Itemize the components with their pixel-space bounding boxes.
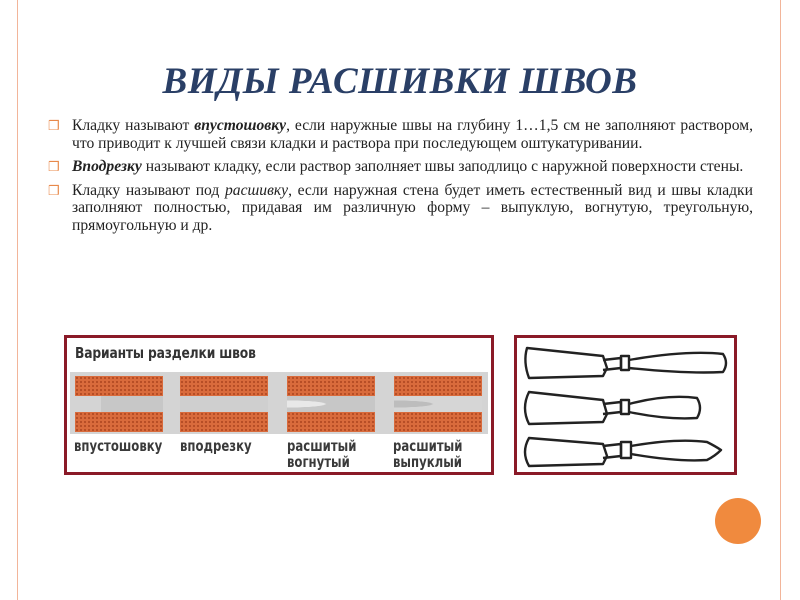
slide-title: ВИДЫ РАСШИВКИ ШВОВ bbox=[162, 61, 638, 102]
paragraph-text: , если наружные швы на глубину 1…1,5 см не заполняют раствором, что приводит к лучшей связи кладки и раствора при последующем оштукатуривании. bbox=[72, 117, 753, 152]
paragraph-text: , если наружная стена будет иметь естественный вид и швы кладки заполняют полностью, придавая им различную форму – выпуклую, вогнутую, треугольную, прямоугольную и др. bbox=[72, 181, 753, 234]
jointing-tools-icon bbox=[517, 338, 734, 472]
jointing-tools-figure bbox=[514, 335, 737, 475]
paragraph-text: Кладку называют bbox=[72, 117, 195, 134]
brick-sample-convex bbox=[394, 376, 482, 432]
caption-concave: расшитый вогнутый bbox=[287, 437, 357, 471]
paragraph-text: Кладку называют под bbox=[72, 181, 225, 199]
bullet-list bbox=[48, 117, 753, 239]
brick-sample-vpustoshovku bbox=[75, 376, 163, 432]
bullet-paragraph-2 bbox=[48, 158, 753, 176]
term-vpustoshovku: впустошовку bbox=[194, 117, 287, 134]
bullet-paragraph-3 bbox=[48, 182, 753, 235]
bullet-paragraph-1 bbox=[48, 117, 753, 152]
decorative-orange-circle bbox=[715, 498, 761, 544]
paragraph-text: называют кладку, если раствор заполняет швы заподлицо с наружной поверхности стены. bbox=[141, 158, 744, 176]
caption-vpodrezku: вподрезку bbox=[180, 437, 252, 455]
brick-sample-vpodrezku bbox=[180, 376, 268, 432]
term-rasshivku: расшивку bbox=[224, 181, 289, 199]
bullet-icon: ❒ bbox=[48, 118, 60, 133]
joint-variants-figure bbox=[64, 335, 494, 475]
term-vpodrezku: Вподрезку bbox=[72, 158, 142, 176]
brick-sample-concave bbox=[287, 376, 375, 432]
caption-convex: расшитый выпуклый bbox=[393, 437, 463, 471]
caption-vpustoshovku: впустошовку bbox=[74, 437, 163, 455]
bullet-icon: ❒ bbox=[48, 159, 60, 175]
bullet-icon: ❒ bbox=[48, 182, 60, 198]
figure-title: Варианты разделки швов bbox=[75, 344, 256, 362]
